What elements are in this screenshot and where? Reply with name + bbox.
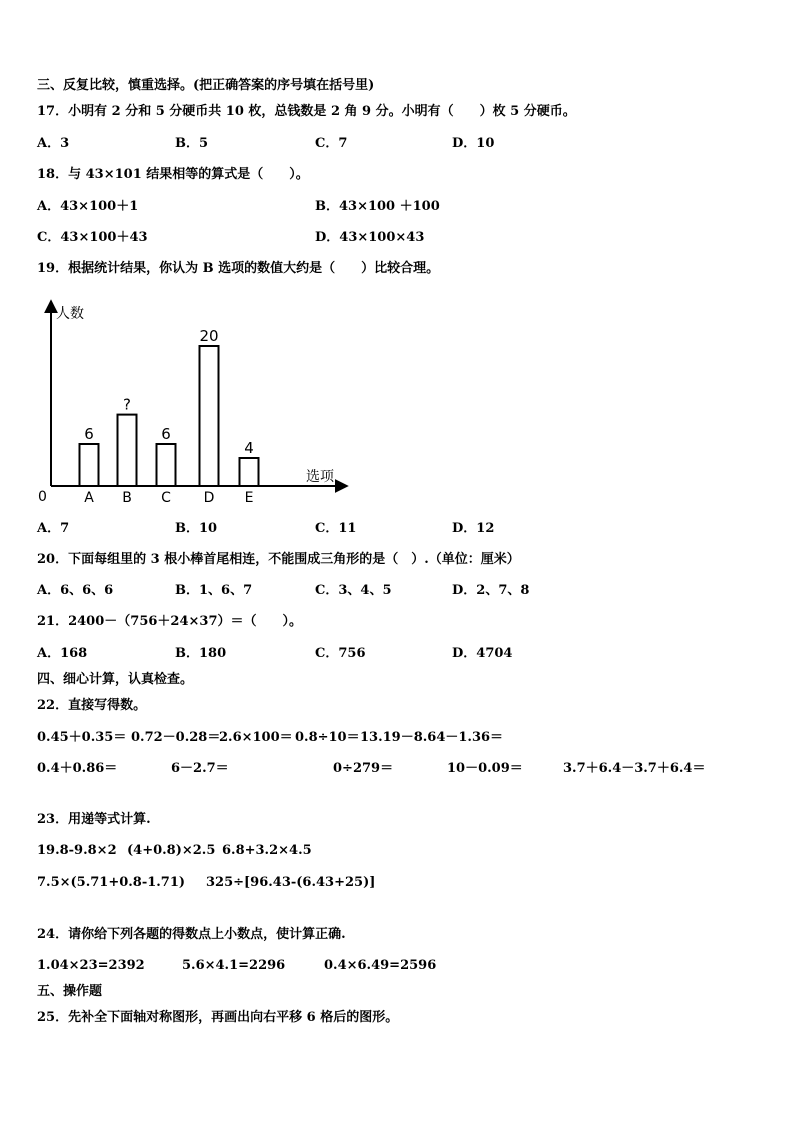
q23-stem: 23．用递等式计算. — [37, 812, 151, 827]
q19-option-b: B．10 — [175, 521, 218, 536]
q22-expr: 10－0.09＝ — [447, 761, 523, 776]
q21-option-b: B．180 — [175, 646, 227, 661]
q24-stem: 24．请你给下列各题的得数点上小数点，使计算正确. — [37, 927, 346, 942]
bar-b — [118, 415, 137, 486]
q21-option-d: D．4704 — [452, 646, 513, 661]
q20-option-c: C．3、4、5 — [315, 583, 392, 598]
section-4-title: 四、细心计算，认真检查。 — [37, 672, 194, 687]
q23-expr: 7.5×(5.71+0.8-1.71) — [37, 875, 186, 890]
q18-option-b: B．43×100 ＋100 — [315, 199, 440, 214]
data-label-b: ? — [123, 395, 131, 414]
q22-expr: 0.4＋0.86＝ — [37, 761, 118, 776]
y-axis-label: 人数 — [56, 306, 84, 322]
q21-option-c: C．756 — [315, 646, 366, 661]
section-3-title: 三、反复比较，慎重选择。(把正确答案的序号填在括号里) — [37, 78, 375, 93]
x-tick-label-e: E — [244, 490, 254, 506]
q22-expr: 6－2.7＝ — [171, 761, 229, 776]
q17-option-b: B．5 — [175, 136, 209, 151]
x-tick-label-b: B — [122, 490, 132, 506]
q23-expr: 325÷[96.43-(6.43+25)] — [206, 875, 376, 890]
q22-expr: 0.72－0.28＝ — [131, 730, 221, 745]
q20-option-b: B．1、6、7 — [175, 583, 253, 598]
q19-option-d: D．12 — [452, 521, 495, 536]
bar-chart — [34, 296, 354, 511]
q17-option-a: A．3 — [37, 136, 70, 151]
bar-d — [200, 346, 219, 486]
q22-expr: 0÷279＝ — [333, 761, 394, 776]
q22-expr: 0.8÷10＝ — [295, 730, 360, 745]
data-label-a: 6 — [84, 425, 94, 443]
data-label-e: 4 — [244, 439, 254, 457]
q20-option-a: A．6、6、6 — [37, 583, 114, 598]
q20-stem: 20．下面每组里的 3 根小棒首尾相连，不能围成三角形的是（ ）.（单位：厘米） — [37, 552, 520, 567]
bar-a — [80, 444, 99, 486]
q24-expr: 1.04×23=2392 — [37, 958, 145, 973]
bars-group — [80, 327, 259, 506]
q20-option-d: D．2、7、8 — [452, 583, 530, 598]
q22-expr: 2.6×100＝ — [219, 730, 293, 745]
q23-expr: 6.8+3.2×4.5 — [222, 843, 312, 858]
q19-option-a: A．7 — [37, 521, 70, 536]
data-label-c: 6 — [161, 425, 171, 443]
q18-option-c: C．43×100＋43 — [37, 230, 148, 245]
q22-expr: 3.7＋6.4－3.7＋6.4＝ — [563, 761, 706, 776]
q22-stem: 22．直接写得数。 — [37, 698, 147, 713]
q23-expr: 19.8-9.8×2 — [37, 843, 117, 858]
x-tick-label-d: D — [203, 490, 215, 506]
origin-label: 0 — [38, 489, 47, 505]
q22-expr: 0.45＋0.35＝ — [37, 730, 127, 745]
q19-option-c: C．11 — [315, 521, 357, 536]
q24-expr: 5.6×4.1=2296 — [182, 958, 286, 973]
q19-stem: 19．根据统计结果，你认为 B 选项的数值大约是（ ）比较合理。 — [37, 261, 440, 276]
q25-stem: 25．先补全下面轴对称图形，再画出向右平移 6 格后的图形。 — [37, 1010, 399, 1025]
q21-stem: 21．2400－（756＋24×37）＝（ ）。 — [37, 614, 302, 629]
q23-expr: (4+0.8)×2.5 — [127, 843, 216, 858]
q18-option-d: D．43×100×43 — [315, 230, 425, 245]
q21-option-a: A．168 — [37, 646, 88, 661]
x-axis-label: 选项 — [306, 469, 334, 485]
section-5-title: 五、操作题 — [37, 984, 103, 999]
x-tick-label-a: A — [84, 490, 94, 506]
x-tick-label-c: C — [161, 490, 171, 506]
q18-stem: 18．与 43×101 结果相等的算式是（ ）。 — [37, 167, 309, 182]
bar-e — [240, 458, 259, 486]
q22-expr: 13.19－8.64－1.36＝ — [360, 730, 504, 745]
q18-option-a: A．43×100＋1 — [37, 199, 139, 214]
data-label-d: 20 — [199, 327, 219, 345]
q17-stem: 17．小明有 2 分和 5 分硬币共 10 枚，总钱数是 2 角 9 分。小明有（ ）枚 5 分硬币。 — [37, 104, 576, 119]
bar-c — [157, 444, 176, 486]
q24-expr: 0.4×6.49=2596 — [324, 958, 437, 973]
q17-option-d: D．10 — [452, 136, 495, 151]
q17-option-c: C．7 — [315, 136, 348, 151]
